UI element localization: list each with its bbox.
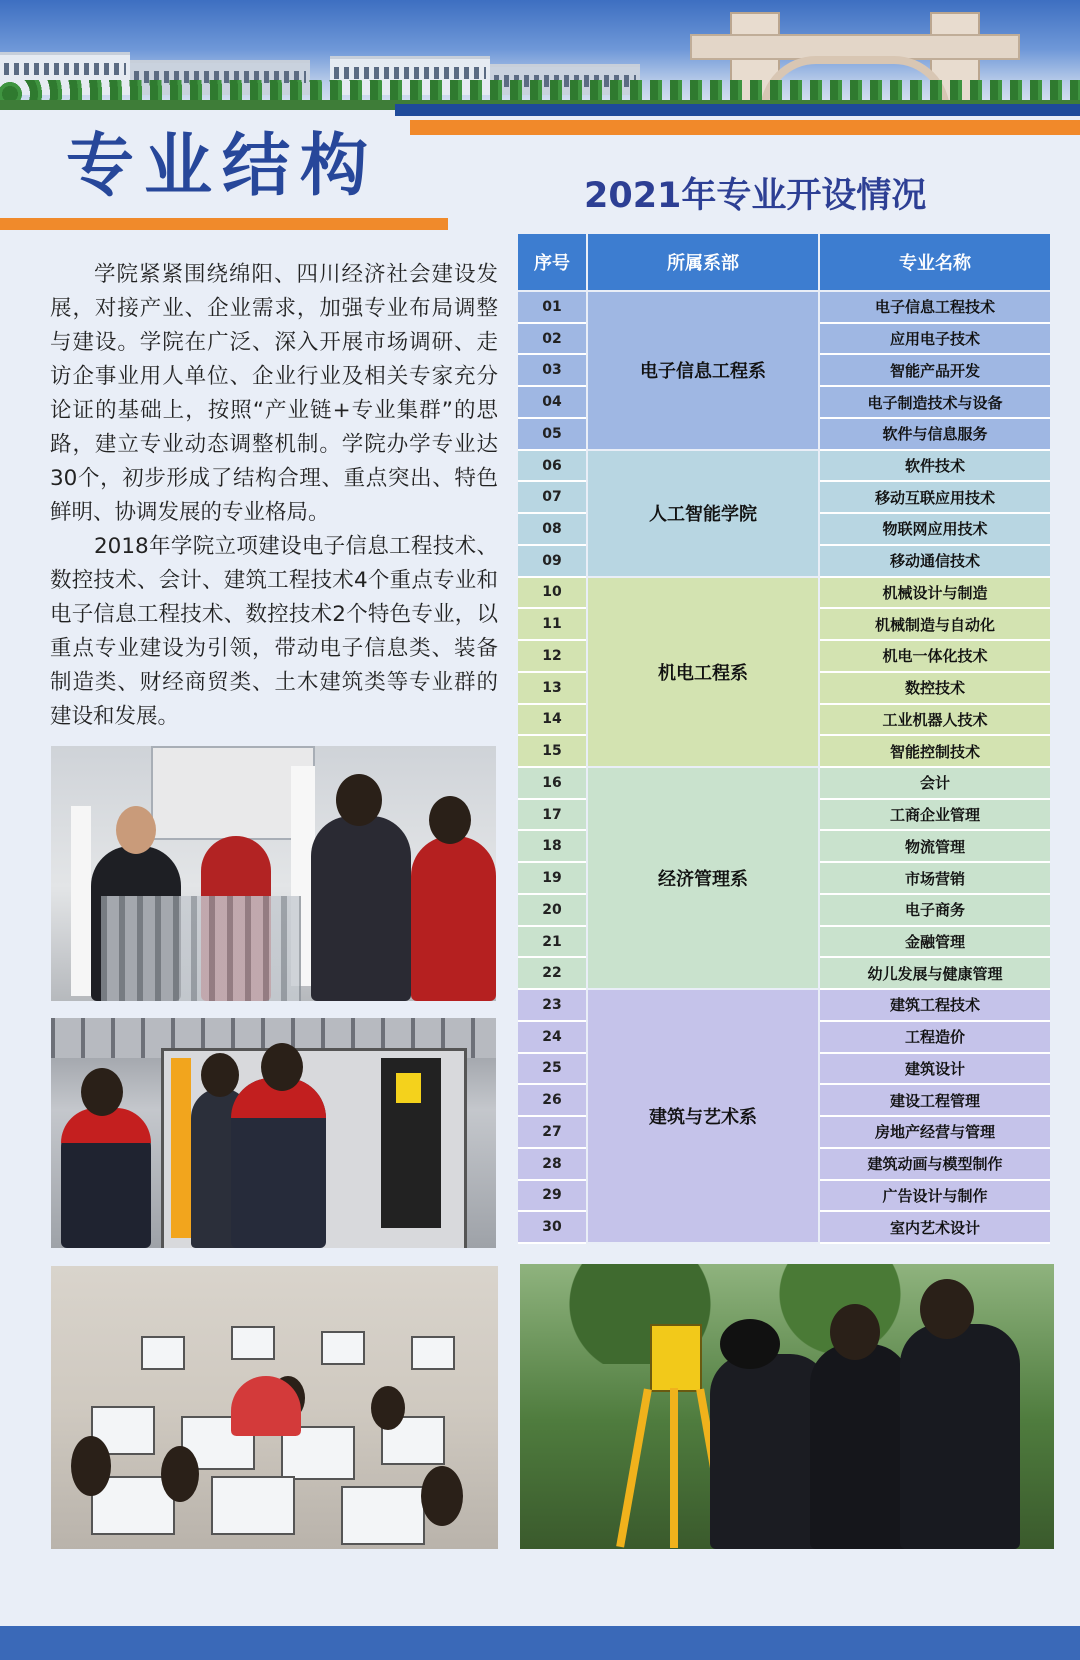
major-number: 06 (518, 451, 586, 483)
intro-paragraph-1: 学院紧紧围绕绵阳、四川经济社会建设发展，对接产业、企业需求，加强专业布局调整与建设。学院在广泛、深入开展市场调研、走访企事业用人单位、企业行业及相关专家充分论证的基础上，按照“产业链+专业集群”的思路，建立专业动态调整机制。学院办学专业达30个，初步形成了结构合理、重点突出、特色鲜明、协调发展的专业格局。 (50, 262, 498, 525)
major-number: 20 (518, 895, 586, 927)
department-cell: 经济管理系 (588, 768, 818, 988)
major-name: 建筑工程技术 (820, 990, 1050, 1022)
page-title: 专业结构 (66, 127, 379, 206)
header-department: 所属系部 (588, 234, 818, 290)
computer-lab-photo (51, 1266, 498, 1549)
major-name: 电子商务 (820, 895, 1050, 927)
department-cell: 人工智能学院 (588, 451, 818, 576)
major-number: 29 (518, 1181, 586, 1213)
major-name: 建筑动画与模型制作 (820, 1149, 1050, 1181)
major-name: 应用电子技术 (820, 324, 1050, 356)
campus-banner-image (0, 0, 1080, 110)
header-no: 序号 (518, 234, 586, 290)
major-name: 智能控制技术 (820, 736, 1050, 768)
major-number: 15 (518, 736, 586, 768)
major-name: 金融管理 (820, 927, 1050, 959)
major-name: 建筑设计 (820, 1054, 1050, 1086)
major-name: 工程造价 (820, 1022, 1050, 1054)
title-underline (0, 218, 448, 230)
major-name: 会计 (820, 768, 1050, 800)
table-title: 2021年专业开设情况 (584, 176, 927, 216)
major-number: 02 (518, 324, 586, 356)
department-cell: 电子信息工程系 (588, 292, 818, 449)
major-name: 室内艺术设计 (820, 1212, 1050, 1244)
major-name: 物流管理 (820, 831, 1050, 863)
major-number: 26 (518, 1085, 586, 1117)
major-number: 13 (518, 673, 586, 705)
header-band-orange (410, 120, 1080, 135)
majors-table (518, 234, 1050, 1244)
major-name: 机械制造与自动化 (820, 609, 1050, 641)
department-cell: 机电工程系 (588, 578, 818, 766)
major-name: 电子制造技术与设备 (820, 387, 1050, 419)
major-number: 07 (518, 482, 586, 514)
major-number: 16 (518, 768, 586, 800)
major-name: 电子信息工程技术 (820, 292, 1050, 324)
major-number: 27 (518, 1117, 586, 1149)
major-number: 01 (518, 292, 586, 324)
major-name: 机械设计与制造 (820, 578, 1050, 610)
intro-paragraph-2: 2018年学院立项建设电子信息工程技术、数控技术、会计、建筑工程技术4个重点专业和电子信息工程技术、数控技术2个特色专业，以重点专业建设为引领，带动电子信息类、装备制造类、财经商贸类、土木建筑类等专业群的建设和发展。 (50, 534, 498, 729)
header-band-blue (395, 104, 1080, 116)
major-number: 12 (518, 641, 586, 673)
major-name: 机电一体化技术 (820, 641, 1050, 673)
major-number: 08 (518, 514, 586, 546)
major-number: 23 (518, 990, 586, 1022)
major-number: 17 (518, 800, 586, 832)
major-name: 软件与信息服务 (820, 419, 1050, 451)
major-name: 数控技术 (820, 673, 1050, 705)
major-name: 智能产品开发 (820, 355, 1050, 387)
major-name: 市场营销 (820, 863, 1050, 895)
major-number: 10 (518, 578, 586, 610)
major-number: 30 (518, 1212, 586, 1244)
cnc-machine-photo (51, 1018, 496, 1248)
department-cell: 建筑与艺术系 (588, 990, 818, 1242)
major-number: 25 (518, 1054, 586, 1086)
major-number: 11 (518, 609, 586, 641)
major-name: 幼儿发展与健康管理 (820, 958, 1050, 990)
header-major: 专业名称 (820, 234, 1050, 290)
surveying-practice-photo (520, 1264, 1054, 1549)
major-number: 09 (518, 546, 586, 578)
major-number: 24 (518, 1022, 586, 1054)
major-number: 04 (518, 387, 586, 419)
major-number: 05 (518, 419, 586, 451)
major-name: 工商企业管理 (820, 800, 1050, 832)
major-number: 21 (518, 927, 586, 959)
footer-bar (0, 1626, 1080, 1660)
major-number: 18 (518, 831, 586, 863)
major-name: 广告设计与制作 (820, 1181, 1050, 1213)
major-number: 14 (518, 705, 586, 737)
major-name: 房地产经营与管理 (820, 1117, 1050, 1149)
major-number: 28 (518, 1149, 586, 1181)
major-number: 03 (518, 355, 586, 387)
major-name: 物联网应用技术 (820, 514, 1050, 546)
major-name: 移动互联应用技术 (820, 482, 1050, 514)
major-name: 软件技术 (820, 451, 1050, 483)
major-name: 工业机器人技术 (820, 705, 1050, 737)
lab-training-photo (51, 746, 496, 1001)
major-number: 19 (518, 863, 586, 895)
major-name: 建设工程管理 (820, 1085, 1050, 1117)
major-name: 移动通信技术 (820, 546, 1050, 578)
major-number: 22 (518, 958, 586, 990)
